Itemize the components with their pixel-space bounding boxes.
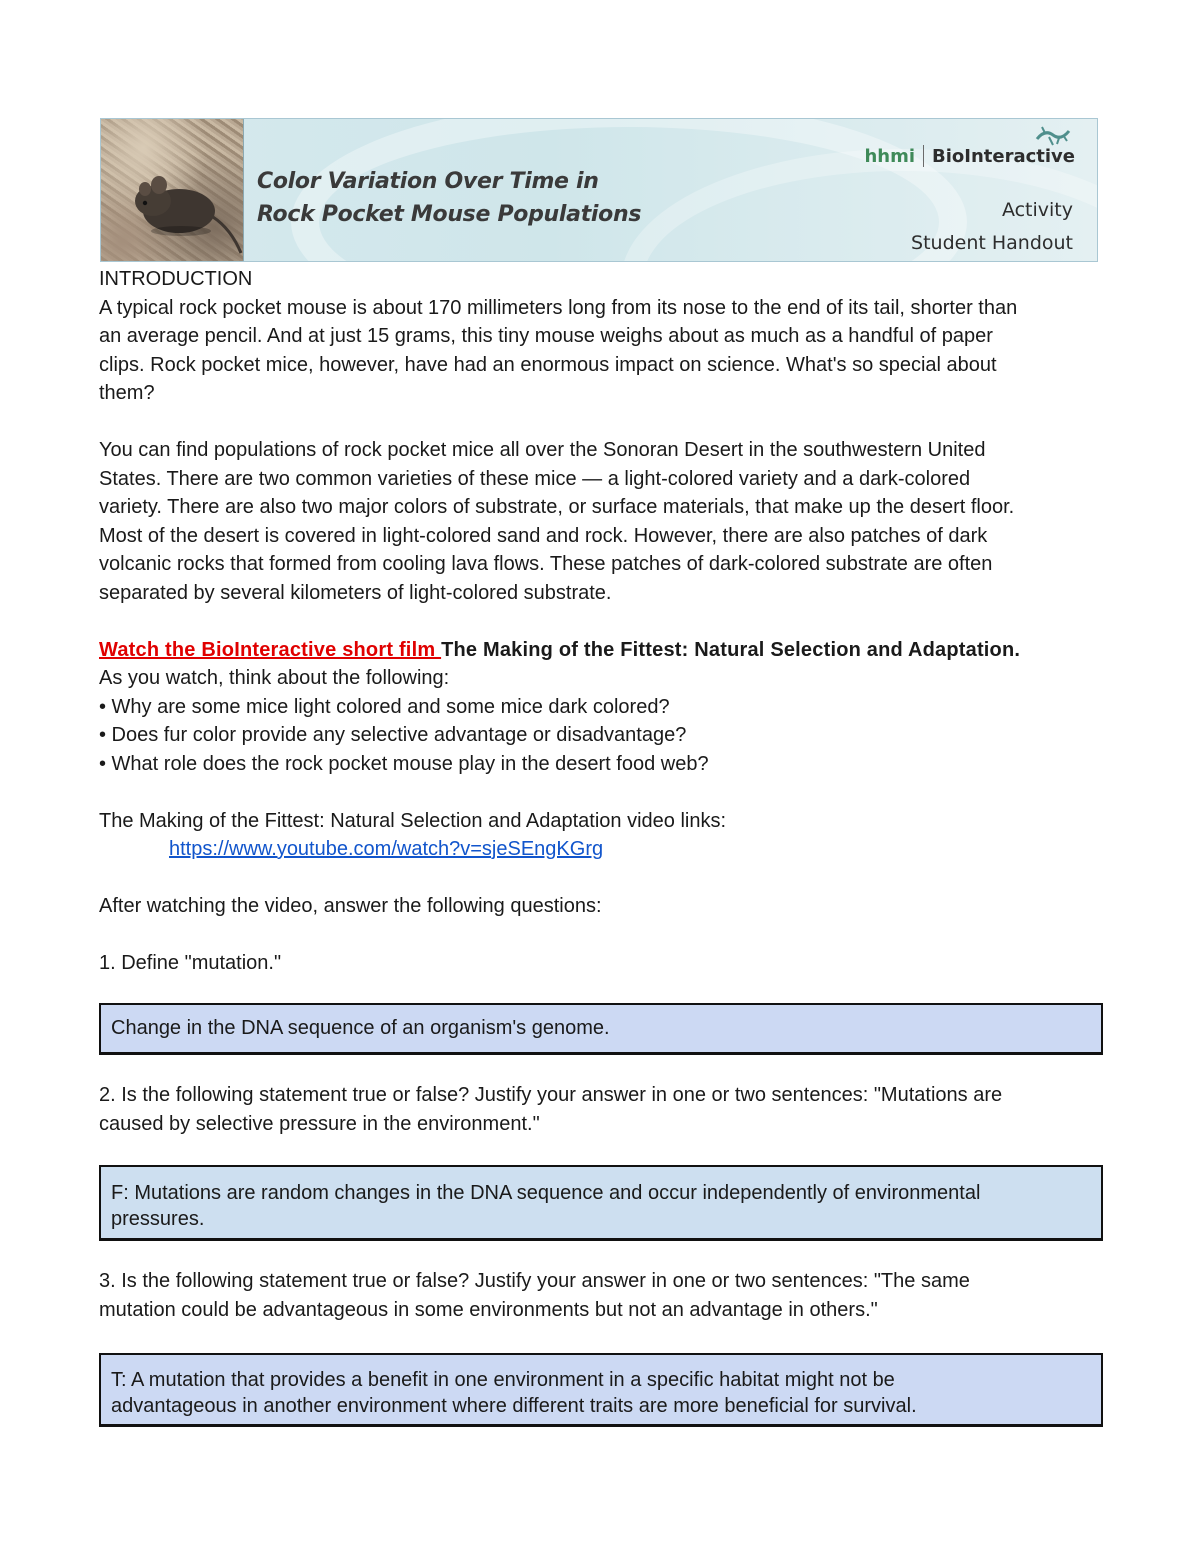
intro-paragraph-2 [99, 436, 1099, 607]
question-2-line: 2. Is the following statement true or false? Justify your answer in one or two sentences: "Mutations are [99, 1084, 1003, 1106]
hhmi-wordmark: hhmi [864, 145, 915, 167]
spacer [99, 408, 1099, 437]
activity-banner [100, 118, 1098, 262]
answer-box-2[interactable] [99, 1165, 1103, 1241]
text-line: variety. There are also two major colors of substrate, or surface materials, that make up the desert floor. [99, 496, 1015, 518]
answer-2-line: pressures. [111, 1208, 205, 1230]
bullet-item: • What role does the rock pocket mouse play in the desert food web? [99, 752, 709, 775]
banner-title-line-2: Rock Pocket Mouse Populations [257, 202, 642, 227]
document-body [99, 265, 1099, 978]
text-line: A typical rock pocket mouse is about 170 millimeters long from its nose to the end of its tail, shorter than [99, 296, 1018, 319]
question-3-line: mutation could be advantageous in some environments but not an advantage in others." [99, 1298, 878, 1321]
watch-prompt: As you watch, think about the following: [99, 667, 450, 689]
answer-1-text: Change in the DNA sequence of an organism's genome. [111, 1017, 610, 1039]
answer-2-line: F: Mutations are random changes in the DNA sequence and occur independently of environmental [111, 1182, 981, 1204]
text-line: States. There are two common varieties of these mice — a light-colored variety and a dark-colored [99, 467, 971, 490]
spacer [99, 778, 1099, 807]
banner-activity-label: Activity [1001, 199, 1073, 221]
biointeractive-wordmark: BioInteractive [932, 145, 1075, 167]
banner-title-line-1: Color Variation Over Time in [257, 169, 599, 194]
introduction-heading: INTRODUCTION [99, 268, 253, 290]
youtube-video-link[interactable]: https://www.youtube.com/watch?v=sjeSEngKGrg [169, 838, 604, 860]
rock-pocket-mouse-photo [101, 119, 244, 262]
question-2-block [99, 1081, 1099, 1138]
question-3-block [99, 1267, 1099, 1324]
spacer [99, 864, 1099, 893]
answer-box-1[interactable] [99, 1003, 1103, 1055]
film-title: The Making of the Fittest: Natural Selection and Adaptation. [441, 638, 1021, 661]
spacer [99, 921, 1099, 950]
intro-paragraph-1 [99, 294, 1099, 408]
text-line: them? [99, 382, 155, 404]
mouse-icon [101, 119, 243, 262]
answer-3-line: advantageous in another environment where different traits are more beneficial for survival. [111, 1395, 917, 1417]
bullet-item: • Why are some mice light colored and some mice dark colored? [99, 695, 670, 718]
text-line: separated by several kilometers of light-colored substrate. [99, 581, 612, 604]
questions-instruction: After watching the video, answer the following questions: [99, 895, 602, 917]
answer-3-line: T: A mutation that provides a benefit in one environment in a specific habitat might not be [111, 1369, 895, 1391]
answer-box-3[interactable] [99, 1353, 1103, 1427]
video-links-label: The Making of the Fittest: Natural Selection and Adaptation video links: [99, 809, 727, 832]
watch-film-link[interactable]: Watch the BioInteractive short film [99, 638, 442, 661]
banner-handout-label: Student Handout [911, 232, 1073, 254]
bullet-item: • Does fur color provide any selective advantage or disadvantage? [99, 724, 687, 746]
question-1: 1. Define "mutation." [99, 952, 282, 974]
text-line: clips. Rock pocket mice, however, have had an enormous impact on science. What's so special about [99, 353, 997, 376]
hhmi-biointeractive-logo [864, 145, 1075, 167]
text-line: Most of the desert is covered in light-colored sand and rock. However, there are also patches of dark [99, 524, 988, 547]
video-url-line [99, 835, 1099, 864]
spacer [99, 607, 1099, 636]
question-3-line: 3. Is the following statement true or false? Justify your answer in one or two sentences: "The same [99, 1270, 970, 1292]
banner-title [257, 165, 641, 231]
logo-divider [923, 145, 924, 167]
watch-film-line [99, 636, 1099, 665]
lizard-logo-icon [1035, 125, 1071, 147]
text-line: an average pencil. And at just 15 grams, this tiny mouse weighs about as much as a handful of paper [99, 325, 993, 347]
question-2-line: caused by selective pressure in the environment." [99, 1112, 540, 1135]
text-line: You can find populations of rock pocket mice all over the Sonoran Desert in the southwestern United [99, 439, 986, 461]
text-line: volcanic rocks that formed from cooling lava flows. These patches of dark-colored substrate are often [99, 553, 993, 575]
